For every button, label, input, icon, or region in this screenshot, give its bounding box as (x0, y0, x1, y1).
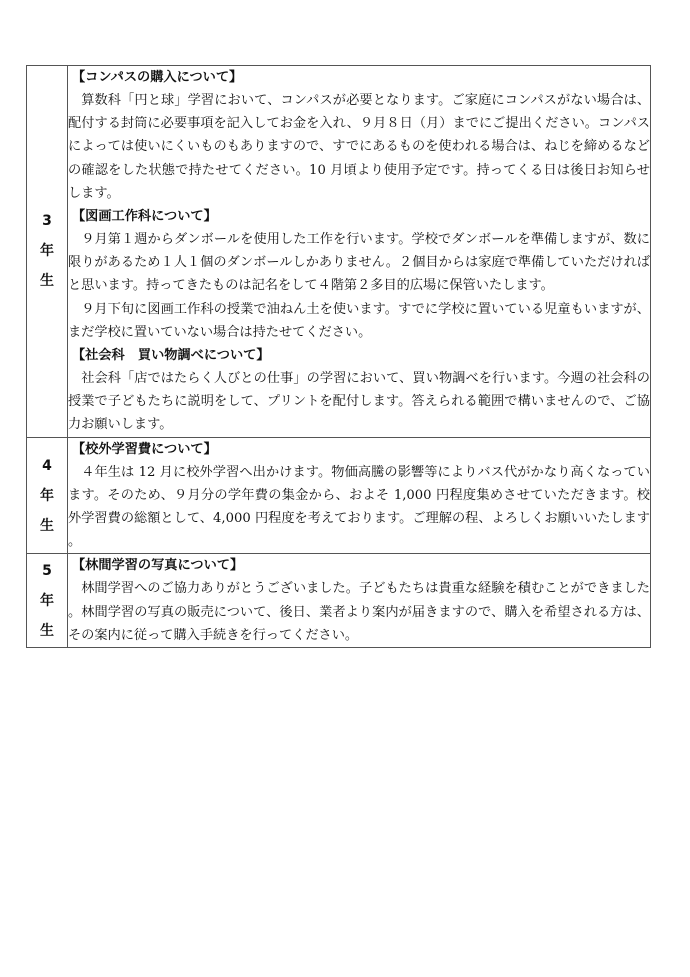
grade3-number: 3 (42, 213, 52, 230)
grade4-row (27, 437, 651, 554)
compass-heading: 【コンパスの購入について】 (72, 70, 243, 85)
camp-photo-paragraph: 林間学習へのご協力ありがとうございました。子どもたちは貴重な経験を積むことができました。林間学習の写真の販売について、後日、業者より案内が届きますので、購入を希望される方は、その案内に従って購入手続きを行ってください。 (68, 581, 650, 643)
social-heading: 【社会科 買い物調べについて】 (72, 348, 270, 364)
art-paragraph-2: ９月下旬に図画工作科の授業で油ねん土を使います。すでに学校に置いている児童もいますが、まだ学校に置いていない場合は持たせてください。 (68, 301, 650, 340)
grade4-content (68, 437, 651, 554)
grade3-nen: 年 (40, 243, 54, 260)
social-paragraph: 社会科「店ではたらく人びとの仕事」の学習において、買い物調べを行います。今週の社会科の授業で子どもたちに説明をして、プリントを配付します。答えられる範囲で構いませんので、ご協力お願いします。 (68, 371, 650, 433)
grade5-label (27, 554, 68, 648)
field-trip-paragraph: ４年生は 12 月に校外学習へ出かけます。物価高騰の影響等によりバス代がかなり高くなっています。そのため、９月分の学年費の集金から、およそ 1,000 円程度集めさせていただきます。校外学習費の総額として、4,000 円程度を考えております。ご理解の程、よろしくお願いいたします。 (68, 464, 650, 550)
grade4-number: 4 (42, 457, 52, 474)
art-paragraph-1: ９月第１週からダンボールを使用した工作を行います。学校でダンボールを準備しますが、数に限りがあるため１人１個のダンボールしかありません。２個目からは家庭で準備していただければと思います。持ってきたものは記名をして４階第２多目的広場に保管いたします。 (68, 232, 650, 294)
field-trip-heading: 【校外学習費について】 (72, 441, 217, 457)
art-heading: 【図画工作科について】 (72, 209, 217, 225)
grade3-row (27, 66, 651, 438)
grade4-label (27, 437, 68, 554)
grade5-nen: 年 (40, 592, 54, 609)
grade5-content (68, 554, 651, 648)
camp-photo-heading: 【林間学習の写真について】 (72, 558, 244, 574)
grade3-content (68, 66, 651, 438)
grade4-sei: 生 (40, 517, 54, 534)
grade3-sei: 生 (40, 273, 54, 290)
compass-paragraph: 算数科「円と球」学習において、コンパスが必要となります。ご家庭にコンパスがない場合は、配付する封筒に必要事項を記入してお金を入れ、９月８日（月）までにご提出ください。コンパスによっては使いにくいものもありますので、すでにあるものを使われる場合は、ねじを締めるなどの確認をした状態で持たせてください。10 月頃より使用予定です。持ってくる日は後日お知らせします。 (68, 93, 650, 201)
grade5-number: 5 (42, 562, 52, 579)
notice-table (26, 65, 651, 648)
grade4-nen: 年 (40, 487, 54, 504)
grade5-row (27, 554, 651, 648)
grade5-sei: 生 (40, 622, 54, 639)
grade3-label (27, 66, 68, 438)
